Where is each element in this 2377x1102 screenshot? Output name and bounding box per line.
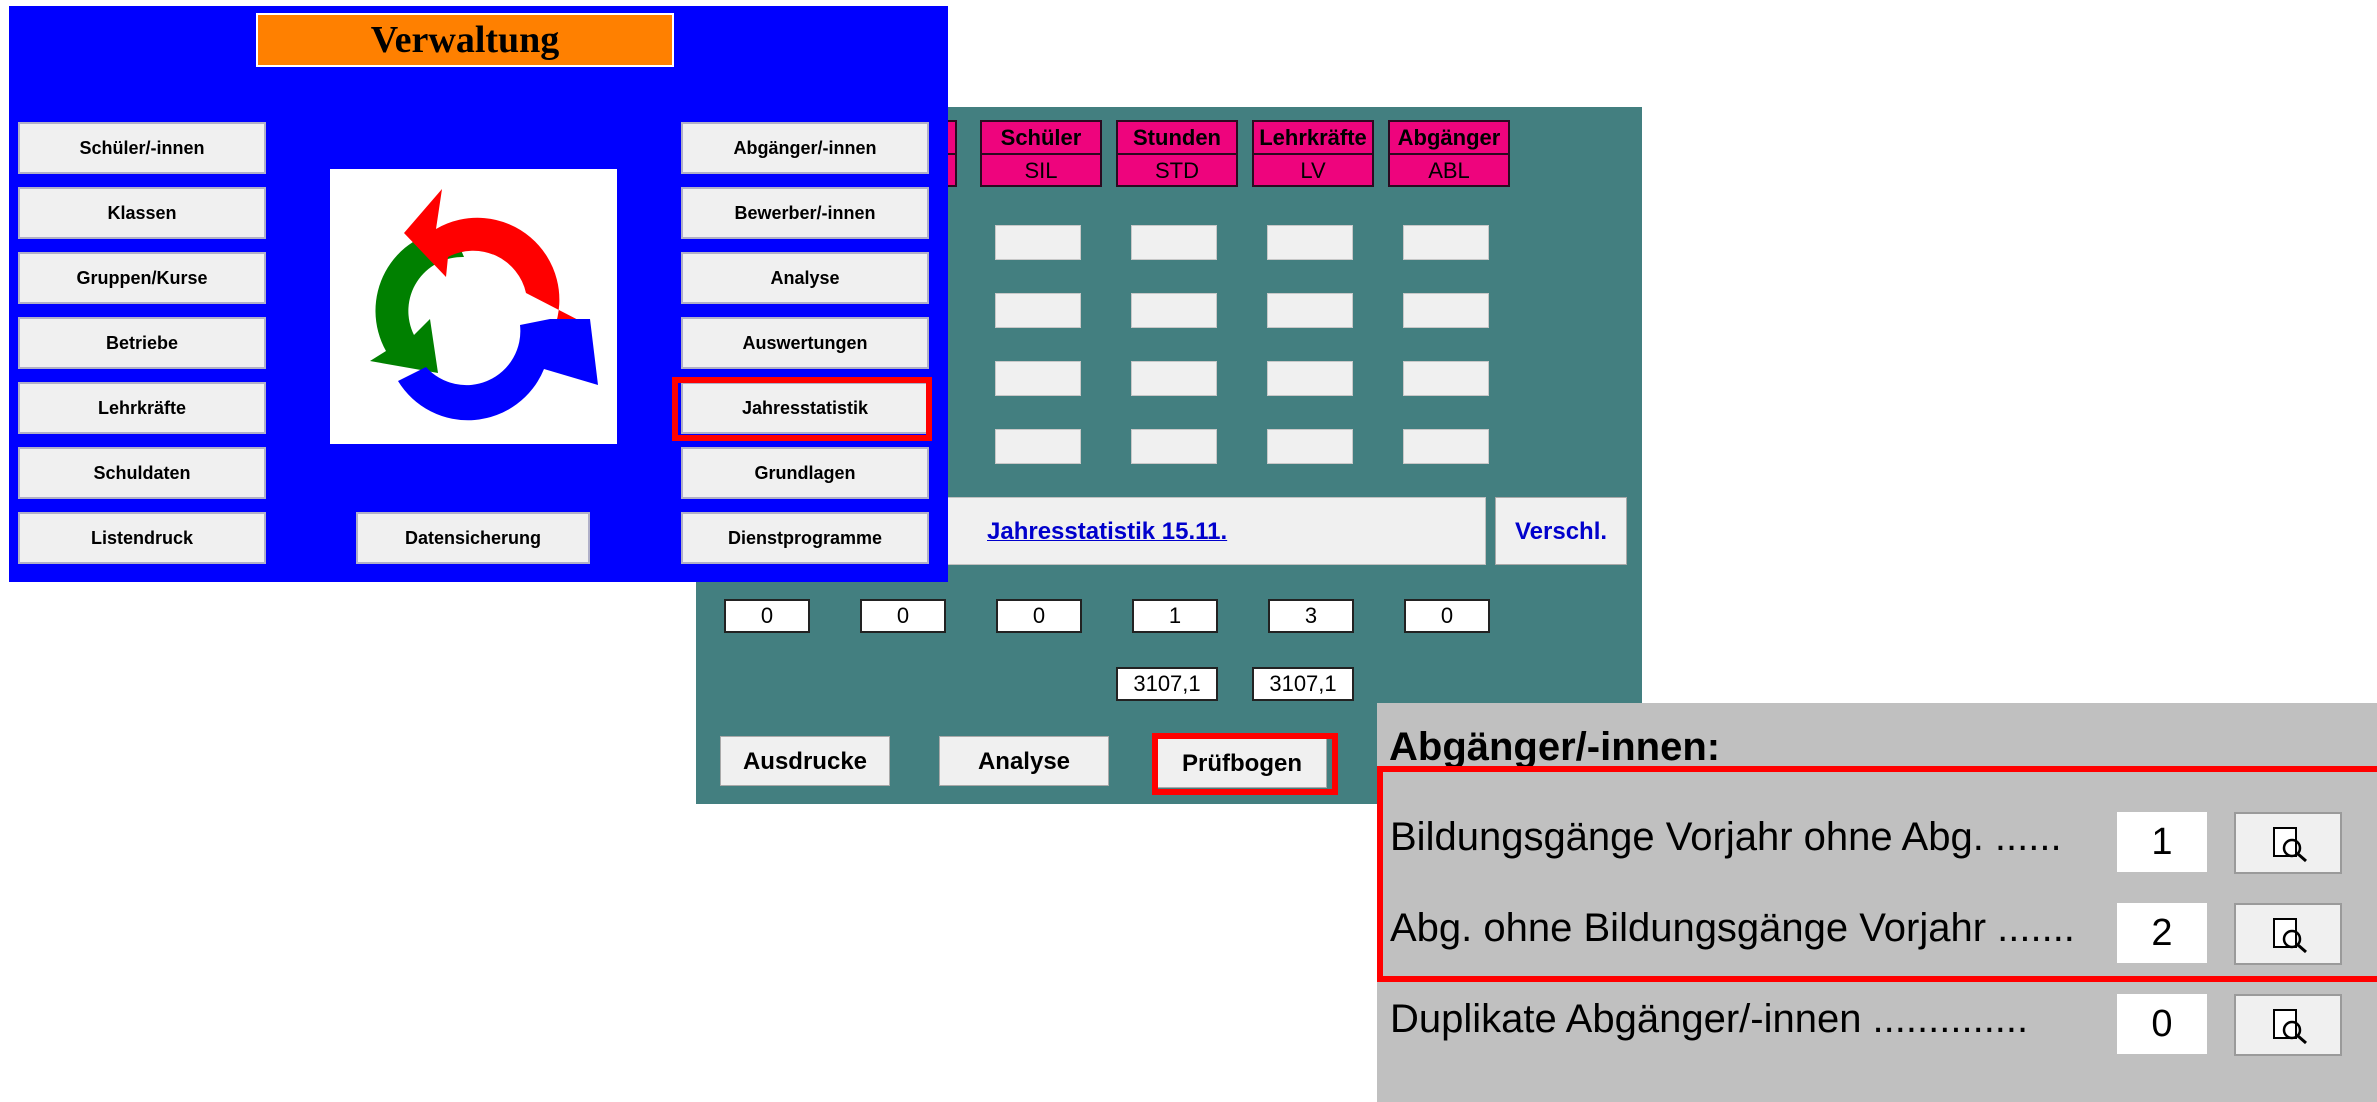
grid-cell[interactable] — [1267, 429, 1353, 464]
grid-cell[interactable] — [1403, 293, 1489, 328]
header-code: STD — [1155, 158, 1199, 183]
value-field: 0 — [860, 599, 946, 633]
listendruck-button[interactable]: Listendruck — [18, 512, 266, 564]
magnify-preview-icon — [2236, 814, 2340, 872]
row-value: 2 — [2117, 903, 2207, 963]
sum-field: 3107,1 — [1116, 667, 1218, 701]
jahresstatistik-button[interactable]: Jahresstatistik — [681, 382, 929, 434]
grid-cell[interactable] — [995, 293, 1081, 328]
preview-button[interactable] — [2234, 994, 2342, 1056]
value-field: 0 — [1404, 599, 1490, 633]
row-value: 1 — [2117, 812, 2207, 872]
grid-cell[interactable] — [995, 225, 1081, 260]
grid-cell[interactable] — [1403, 225, 1489, 260]
verschl-button[interactable]: Verschl. — [1495, 497, 1627, 565]
cycle-arrows-icon — [330, 169, 617, 444]
analyse-menu-button[interactable]: Analyse — [681, 252, 929, 304]
grid-cell[interactable] — [1403, 361, 1489, 396]
betriebe-button[interactable]: Betriebe — [18, 317, 266, 369]
schueler-button[interactable]: Schüler/-innen — [18, 122, 266, 174]
datensicherung-button[interactable]: Datensicherung — [356, 512, 590, 564]
header-title: Lehrkräfte — [1254, 122, 1372, 155]
dialog-heading: Abgänger/-innen: — [1389, 725, 1721, 769]
header-title: Schüler — [982, 122, 1100, 155]
gruppen-kurse-button[interactable]: Gruppen/Kurse — [18, 252, 266, 304]
row-label: Abg. ohne Bildungsgänge Vorjahr ....... — [1390, 906, 2075, 950]
grid-cell[interactable] — [1131, 225, 1217, 260]
header-code: SIL — [1024, 158, 1058, 183]
dienstprogramme-button[interactable]: Dienstprogramme — [681, 512, 929, 564]
grid-cell[interactable] — [1267, 225, 1353, 260]
lehrkraefte-button[interactable]: Lehrkräfte — [18, 382, 266, 434]
grid-cell[interactable] — [1267, 361, 1353, 396]
bewerber-button[interactable]: Bewerber/-innen — [681, 187, 929, 239]
analyse-button[interactable]: Analyse — [939, 736, 1109, 786]
grid-cell[interactable] — [1131, 293, 1217, 328]
header-title: Stunden — [1118, 122, 1236, 155]
value-field: 3 — [1268, 599, 1354, 633]
preview-button[interactable] — [2234, 903, 2342, 965]
verwaltung-window — [9, 6, 948, 582]
header-stunden — [1116, 120, 1238, 187]
grid-cell[interactable] — [1267, 293, 1353, 328]
value-field: 1 — [1132, 599, 1218, 633]
auswertungen-button[interactable]: Auswertungen — [681, 317, 929, 369]
header-abgaenger — [1388, 120, 1510, 187]
jahresstatistik-title: Jahresstatistik 15.11. — [987, 518, 1228, 545]
abgaenger-dialog — [1377, 703, 2377, 1102]
grid-cell[interactable] — [1131, 429, 1217, 464]
row-label: Bildungsgänge Vorjahr ohne Abg. ...... — [1390, 815, 2062, 859]
sum-field: 3107,1 — [1252, 667, 1354, 701]
grundlagen-button[interactable]: Grundlagen — [681, 447, 929, 499]
header-lehrkraefte — [1252, 120, 1374, 187]
row-value: 0 — [2117, 994, 2207, 1054]
verwaltung-title: Verwaltung — [256, 13, 674, 67]
schuldaten-button[interactable]: Schuldaten — [18, 447, 266, 499]
magnify-preview-icon — [2236, 905, 2340, 963]
value-field: 0 — [724, 599, 810, 633]
logo-panel — [330, 169, 617, 444]
grid-cell[interactable] — [995, 429, 1081, 464]
preview-button[interactable] — [2234, 812, 2342, 874]
grid-cell[interactable] — [1131, 361, 1217, 396]
row-label: Duplikate Abgänger/-innen .............. — [1390, 997, 2029, 1041]
ausdrucke-button[interactable]: Ausdrucke — [720, 736, 890, 786]
abgaenger-button[interactable]: Abgänger/-innen — [681, 122, 929, 174]
grid-cell[interactable] — [995, 361, 1081, 396]
value-field: 0 — [996, 599, 1082, 633]
header-title: Abgänger — [1390, 122, 1508, 155]
header-schueler — [980, 120, 1102, 187]
jahresstatistik-title-bar — [930, 497, 1486, 565]
header-code: LV — [1300, 158, 1326, 183]
magnify-preview-icon — [2236, 996, 2340, 1054]
grid-cell[interactable] — [1403, 429, 1489, 464]
header-code: ABL — [1428, 158, 1470, 183]
klassen-button[interactable]: Klassen — [18, 187, 266, 239]
pruefbogen-button[interactable]: Prüfbogen — [1157, 738, 1327, 788]
